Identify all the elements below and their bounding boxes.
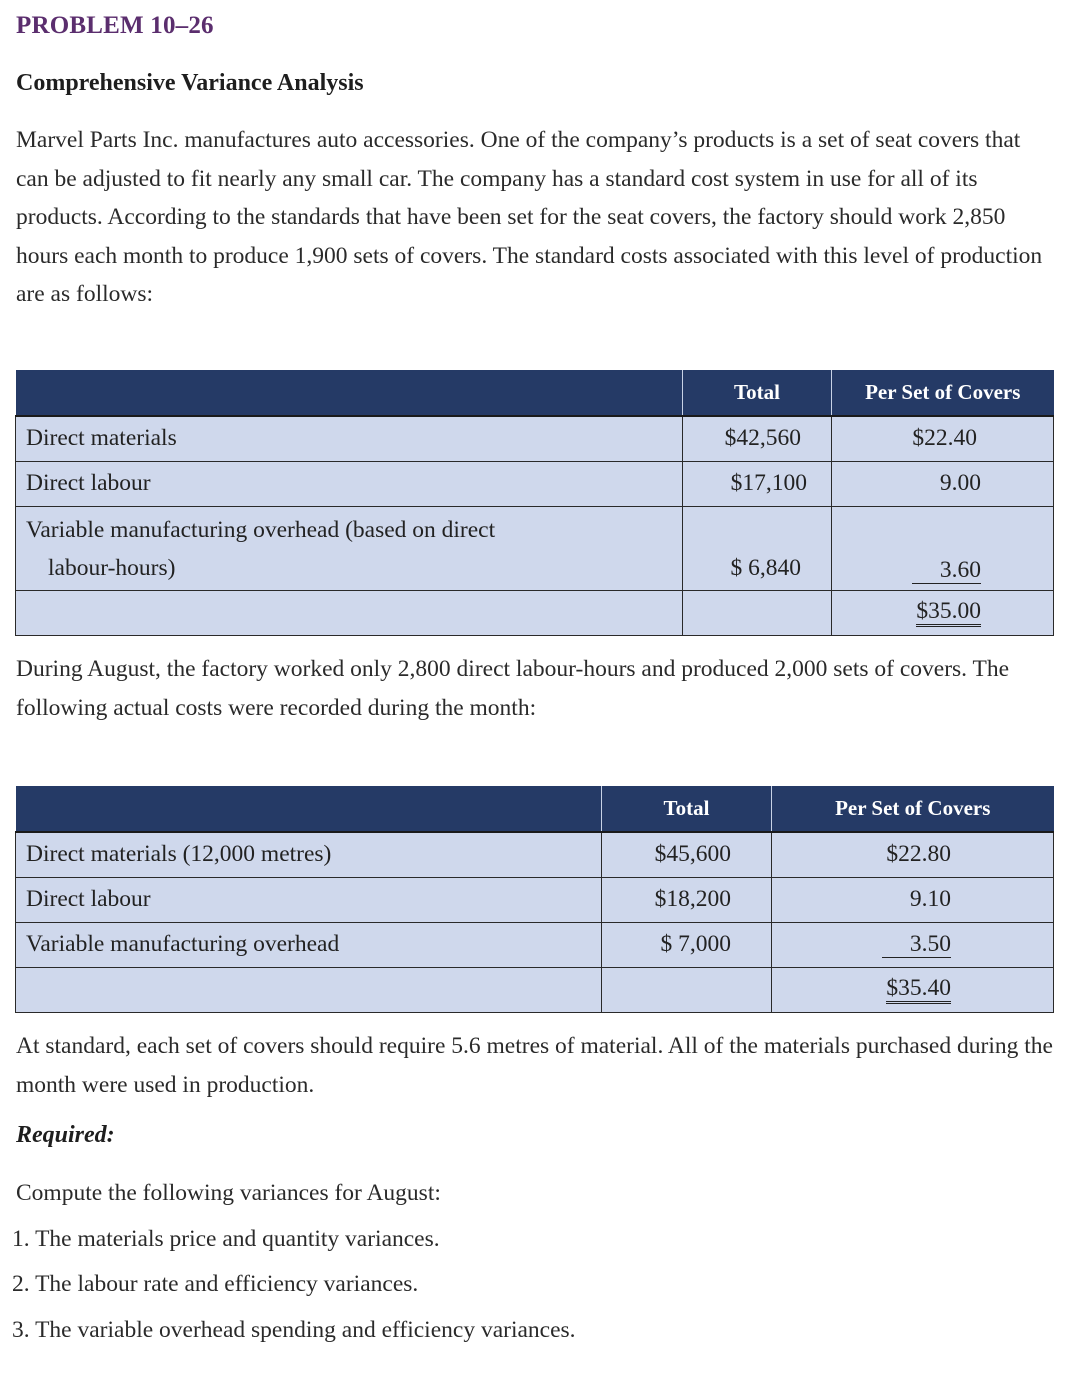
required-label: Required: (16, 1122, 115, 1148)
header-total: Total (602, 786, 772, 832)
table-header-row (16, 370, 1054, 416)
total-blank (602, 967, 772, 1012)
total-per-set (772, 967, 1054, 1012)
total-per-set (832, 590, 1054, 635)
row-per-set (772, 922, 1054, 967)
table-row (16, 832, 1054, 877)
total-per-set-value: $35.00 (916, 598, 981, 627)
table-row (16, 922, 1054, 967)
row-label: Direct labour (16, 461, 683, 506)
table-header-row (16, 786, 1054, 832)
row-total: $45,600 (602, 832, 772, 877)
table-row (16, 461, 1054, 506)
table-total-row (16, 967, 1054, 1012)
row-per-set: $22.40 (832, 416, 1054, 461)
header-total: Total (683, 370, 832, 416)
actual-cost-table (15, 786, 1054, 1013)
row-total: $17,100 (683, 461, 832, 506)
total-per-set-value: $35.40 (886, 975, 951, 1004)
row-total: $ 7,000 (602, 922, 772, 967)
row-label: Direct labour (16, 877, 602, 922)
standard-cost-table (15, 370, 1054, 636)
table-total-row (16, 590, 1054, 635)
row-per-set: 9.00 (832, 461, 1054, 506)
row-label: Direct materials (12,000 metres) (16, 832, 602, 877)
row-label: Direct materials (16, 416, 683, 461)
row-label: Variable manufacturing overhead (16, 922, 602, 967)
middle-paragraph: During August, the factory worked only 2,800 direct labour-hours and produced 2,000 sets of covers. The following actual costs were recorded during the month: (16, 656, 1010, 721)
row-label-line2: labour-hours) (48, 554, 176, 581)
requirement-item: 3. The variable overhead spending and efficiency variances. (12, 1317, 576, 1343)
header-per-set: Per Set of Covers (832, 370, 1054, 416)
standard-note: At standard, each set of covers should require 5.6 metres of material. All of the materials purchased during the month were used in production. (16, 1033, 1053, 1098)
header-blank (16, 786, 602, 832)
per-set-value: 3.60 (912, 557, 981, 584)
requirement-item: 2. The labour rate and efficiency variances. (12, 1271, 419, 1297)
header-blank (16, 370, 683, 416)
compute-intro: Compute the following variances for August: (16, 1180, 441, 1206)
row-label (16, 506, 683, 590)
row-label-line1: Variable manufacturing overhead (based on direct (26, 516, 496, 543)
table-row (16, 506, 1054, 590)
section-title: Comprehensive Variance Analysis (16, 70, 364, 96)
row-per-set: 9.10 (772, 877, 1054, 922)
total-blank (16, 590, 683, 635)
header-per-set: Per Set of Covers (772, 786, 1054, 832)
problem-label: PROBLEM 10–26 (16, 12, 214, 39)
row-per-set (832, 506, 1054, 590)
requirement-item: 1. The materials price and quantity variances. (12, 1226, 440, 1252)
total-blank (683, 590, 832, 635)
total-blank (16, 967, 602, 1012)
per-set-value: 3.50 (882, 931, 951, 958)
row-total: $42,560 (683, 416, 832, 461)
row-total: $ 6,840 (683, 506, 832, 590)
table-row (16, 416, 1054, 461)
row-per-set: $22.80 (772, 832, 1054, 877)
row-total: $18,200 (602, 877, 772, 922)
table-row (16, 877, 1054, 922)
intro-paragraph: Marvel Parts Inc. manufactures auto accessories. One of the company’s products is a set of seat covers that can be adjusted to fit nearly any small car. The company has a standard cost system in use for all of its products. According to the standards that have been set for the seat covers, the factory should work 2,850 hours each month to produce 1,900 sets of covers. The standard costs associated with this level of production are as follows: (16, 127, 1043, 307)
